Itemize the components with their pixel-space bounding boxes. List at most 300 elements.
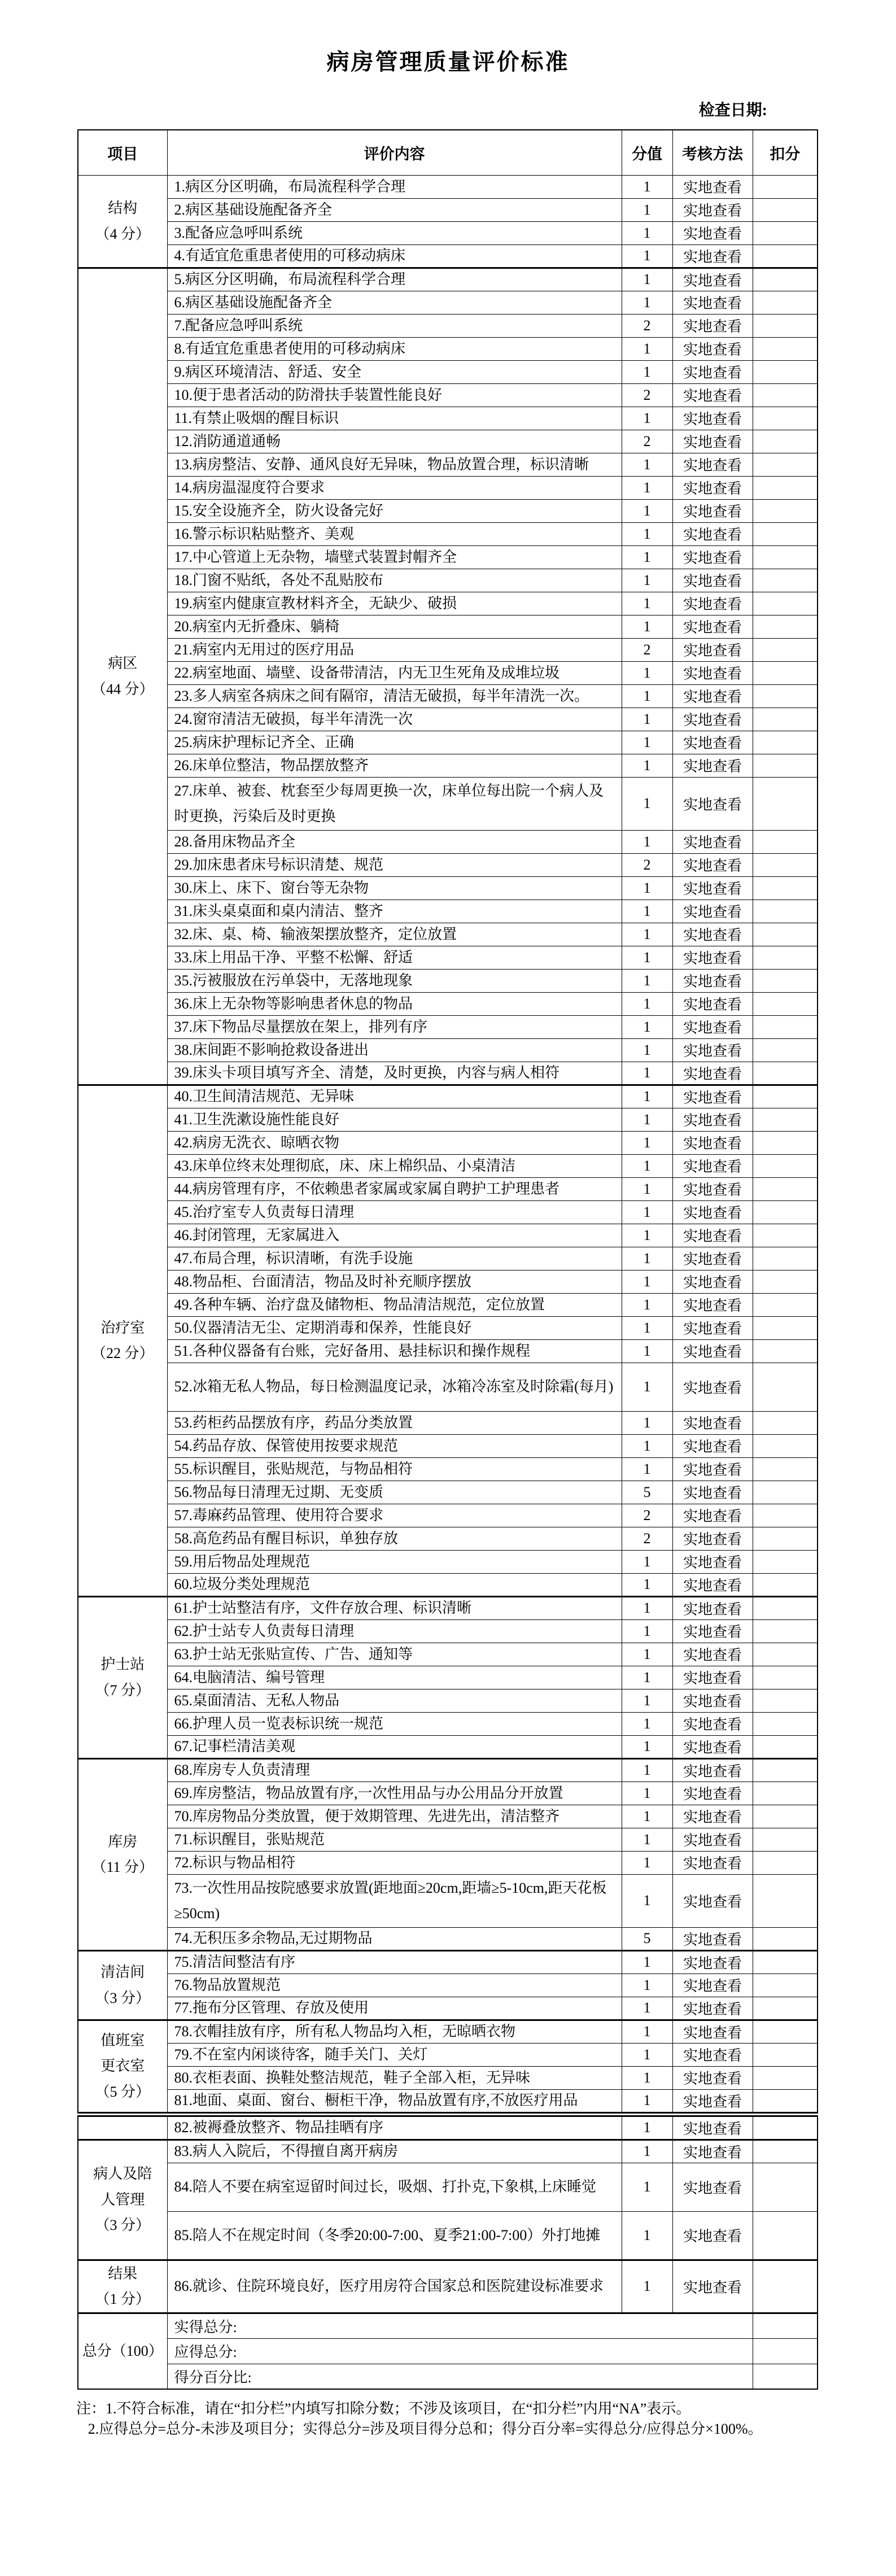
deduction-cell	[753, 923, 818, 946]
deduction-cell	[753, 407, 818, 430]
deduction-cell	[753, 2211, 818, 2260]
item-score: 1	[622, 1619, 672, 1643]
item-score: 1	[622, 684, 672, 708]
item-score: 1	[622, 2089, 672, 2114]
item-row	[78, 1293, 818, 1316]
deduction-cell	[753, 638, 818, 661]
deduction-cell	[753, 1805, 818, 1828]
item-row	[78, 569, 818, 592]
item-score: 1	[622, 268, 672, 291]
item-score: 1	[622, 1689, 672, 1712]
item-row	[78, 1481, 818, 1504]
item-text: 29.加床患者床号标识清楚、规范	[167, 853, 622, 876]
group-label-line: 病人及陪	[93, 2165, 152, 2182]
deduction-cell	[753, 1974, 818, 1997]
deduction-cell	[753, 360, 818, 383]
deduction-cell	[753, 592, 818, 615]
deduction-cell	[753, 1457, 818, 1481]
item-text: 82.被褥叠放整齐、物品挂晒有序	[167, 2114, 622, 2140]
item-method: 实地查看	[672, 1805, 753, 1828]
item-score: 5	[622, 1481, 672, 1504]
item-method: 实地查看	[672, 615, 753, 638]
item-method: 实地查看	[672, 221, 753, 244]
group-label-line: （4 分）	[95, 225, 150, 242]
item-method: 实地查看	[672, 1851, 753, 1874]
item-text: 14.病房温湿度符合要求	[167, 476, 622, 499]
item-text: 55.标识醒目，张贴规范，与物品相符	[167, 1457, 622, 1481]
item-text: 46.封闭管理，无家属进入	[167, 1224, 622, 1247]
item-method: 实地查看	[672, 661, 753, 684]
item-score: 1	[622, 969, 672, 992]
deduction-cell	[753, 1481, 818, 1504]
deduction-cell	[753, 1643, 818, 1666]
summary-field-label: 实得总分:	[167, 2313, 753, 2338]
item-method: 实地查看	[672, 754, 753, 777]
deduction-cell	[753, 946, 818, 969]
item-row	[78, 1131, 818, 1154]
item-row	[78, 1177, 818, 1200]
item-row	[78, 638, 818, 661]
item-method: 实地查看	[672, 314, 753, 337]
item-row	[78, 1154, 818, 1177]
deduction-cell	[753, 198, 818, 221]
item-row	[78, 1735, 818, 1758]
item-method: 实地查看	[672, 1874, 753, 1927]
item-text: 37.床下物品尽量摆放在架上，排列有序	[167, 1015, 622, 1038]
item-row	[78, 592, 818, 615]
item-text: 42.病房无洗衣、晾晒衣物	[167, 1131, 622, 1154]
item-row	[78, 1200, 818, 1224]
item-score: 2	[622, 1527, 672, 1550]
group-label-line: 治疗室	[100, 1319, 145, 1336]
item-row	[78, 1927, 818, 1950]
item-score: 1	[622, 1363, 672, 1411]
item-method: 实地查看	[672, 2089, 753, 2114]
item-text: 12.消防通道通畅	[167, 430, 622, 453]
item-text: 48.物品柜、台面清洁，物品及时补充顺序摆放	[167, 1270, 622, 1293]
item-row	[78, 1527, 818, 1550]
deduction-cell	[753, 221, 818, 244]
item-row	[78, 830, 818, 853]
deduction-cell	[753, 1758, 818, 1782]
deduction-cell	[753, 1950, 818, 1974]
item-row	[78, 777, 818, 830]
deduction-cell	[753, 545, 818, 569]
item-method: 实地查看	[672, 684, 753, 708]
item-row	[78, 1851, 818, 1874]
item-text: 53.药柜药品摆放有序，药品分类放置	[167, 1411, 622, 1434]
summary-row	[78, 2338, 818, 2364]
item-method: 实地查看	[672, 2211, 753, 2260]
deduction-cell	[753, 1316, 818, 1339]
item-row	[78, 360, 818, 383]
item-text: 8.有适宜危重患者使用的可移动病床	[167, 337, 622, 360]
item-text: 4.有适宜危重患者使用的可移动病床	[167, 244, 622, 268]
item-text: 74.无积压多余物品,无过期物品	[167, 1927, 622, 1950]
item-score: 1	[622, 992, 672, 1015]
item-score: 1	[622, 1735, 672, 1758]
item-text: 3.配备应急呼叫系统	[167, 221, 622, 244]
deduction-cell	[753, 1015, 818, 1038]
item-method: 实地查看	[672, 1015, 753, 1038]
item-text: 19.病室内健康宣教材料齐全，无缺少、破损	[167, 592, 622, 615]
item-score: 1	[622, 1643, 672, 1666]
item-method: 实地查看	[672, 1270, 753, 1293]
item-method: 实地查看	[672, 1974, 753, 1997]
item-method: 实地查看	[672, 2140, 753, 2163]
item-method: 实地查看	[672, 1108, 753, 1131]
item-text: 43.床单位终末处理彻底，床、床上棉织品、小桌清洁	[167, 1154, 622, 1177]
deduction-cell	[753, 453, 818, 476]
summary-field-label: 得分百分比:	[167, 2364, 753, 2389]
item-score: 2	[622, 1504, 672, 1527]
item-score: 1	[622, 1758, 672, 1782]
item-row	[78, 1619, 818, 1643]
item-score: 1	[622, 1434, 672, 1457]
item-row	[78, 1758, 818, 1782]
item-text: 60.垃圾分类处理规范	[167, 1573, 622, 1596]
item-row	[78, 2020, 818, 2043]
deduction-cell	[753, 1527, 818, 1550]
item-row	[78, 453, 818, 476]
item-score: 1	[622, 1874, 672, 1927]
group-label-line: 更衣室	[100, 2058, 145, 2075]
page-title: 病房管理质量评价标准	[326, 49, 570, 75]
group-cell	[78, 1085, 167, 1596]
footnote-1: 注：1.不符合标准，请在“扣分栏”内填写扣除分数；不涉及该项目，在“扣分栏”内用“NA”表示。	[76, 2400, 691, 2417]
deduction-cell	[753, 1874, 818, 1927]
group-cell	[78, 1758, 167, 1950]
deduction-cell	[753, 268, 818, 291]
item-score: 1	[622, 198, 672, 221]
deduction-cell	[753, 1735, 818, 1758]
item-method: 实地查看	[672, 853, 753, 876]
item-row	[78, 430, 818, 453]
item-score: 1	[622, 1316, 672, 1339]
deduction-cell	[753, 1596, 818, 1619]
item-text: 70.库房物品分类放置，便于效期管理、先进先出，清洁整齐	[167, 1805, 622, 1828]
deduction-cell	[753, 175, 818, 198]
group-label-line: 护士站	[100, 1656, 145, 1673]
item-text: 25.病床护理标记齐全、正确	[167, 731, 622, 754]
item-method: 实地查看	[672, 476, 753, 499]
item-score: 1	[622, 476, 672, 499]
item-row	[78, 1270, 818, 1293]
item-row	[78, 1363, 818, 1411]
deduction-cell	[753, 1550, 818, 1573]
item-score: 1	[622, 754, 672, 777]
item-score: 1	[622, 830, 672, 853]
group-label-line: 库房	[108, 1833, 138, 1850]
deduction-cell	[753, 1038, 818, 1062]
item-method: 实地查看	[672, 1434, 753, 1457]
item-method: 实地查看	[672, 1038, 753, 1062]
deduction-cell	[753, 853, 818, 876]
deduction-cell	[753, 2089, 818, 2114]
item-row	[78, 2066, 818, 2089]
item-row	[78, 291, 818, 314]
item-text: 68.库房专人负责清理	[167, 1758, 622, 1782]
deduction-cell	[753, 708, 818, 731]
item-row	[78, 1666, 818, 1689]
deduction-cell	[753, 2066, 818, 2089]
item-score: 1	[622, 2163, 672, 2211]
item-method: 实地查看	[672, 1062, 753, 1085]
item-text: 24.窗帘清洁无破损，每半年清洗一次	[167, 708, 622, 731]
deduction-cell	[753, 1782, 818, 1805]
deduction-cell	[753, 1062, 818, 1085]
item-score: 1	[622, 1457, 672, 1481]
item-score: 1	[622, 221, 672, 244]
item-row	[78, 1316, 818, 1339]
item-row	[78, 1038, 818, 1062]
item-row	[78, 1997, 818, 2020]
deduction-cell	[753, 1339, 818, 1363]
group-cell	[78, 268, 167, 1085]
item-method: 实地查看	[672, 1997, 753, 2020]
item-row	[78, 1434, 818, 1457]
deduction-cell	[753, 1270, 818, 1293]
item-text: 33.床上用品干净、平整不松懈、舒适	[167, 946, 622, 969]
item-score: 1	[622, 1270, 672, 1293]
item-text: 61.护士站整洁有序，文件存放合理、标识清晰	[167, 1596, 622, 1619]
item-text: 30.床上、床下、窗台等无杂物	[167, 876, 622, 900]
header-content: 评价内容	[167, 130, 622, 175]
item-row	[78, 1504, 818, 1527]
item-text: 13.病房整洁、安静、通风良好无异味，物品放置合理，标识清晰	[167, 453, 622, 476]
item-method: 实地查看	[672, 522, 753, 545]
group-cell	[78, 2260, 167, 2313]
item-row	[78, 923, 818, 946]
item-row	[78, 1828, 818, 1851]
item-score: 5	[622, 1927, 672, 1950]
item-row	[78, 1974, 818, 1997]
deduction-cell	[753, 383, 818, 407]
item-method: 实地查看	[672, 638, 753, 661]
item-text: 78.衣帽挂放有序，所有私人物品均入柜，无晾晒衣物	[167, 2020, 622, 2043]
item-text: 1.病区分区明确，布局流程科学合理	[167, 175, 622, 198]
item-row	[78, 1247, 818, 1270]
deduction-cell	[753, 1712, 818, 1735]
summary-row	[78, 2313, 818, 2338]
item-text: 64.电脑清洁、编号管理	[167, 1666, 622, 1689]
deduction-cell	[753, 2163, 818, 2211]
item-text: 17.中心管道上无杂物，墙壁式装置封帽齐全	[167, 545, 622, 569]
item-text: 45.治疗室专人负责每日清理	[167, 1200, 622, 1224]
item-score: 1	[622, 545, 672, 569]
item-text: 76.物品放置规范	[167, 1974, 622, 1997]
item-text: 80.衣柜表面、换鞋处整洁规范，鞋子全部入柜，无异味	[167, 2066, 622, 2089]
header-method: 考核方法	[672, 130, 753, 175]
item-score: 1	[622, 1108, 672, 1131]
item-method: 实地查看	[672, 1247, 753, 1270]
deduction-cell	[753, 1224, 818, 1247]
item-score: 1	[622, 2211, 672, 2260]
item-text: 5.病区分区明确，布局流程科学合理	[167, 268, 622, 291]
item-method: 实地查看	[672, 545, 753, 569]
item-method: 实地查看	[672, 291, 753, 314]
item-method: 实地查看	[672, 1224, 753, 1247]
item-method: 实地查看	[672, 1782, 753, 1805]
item-row	[78, 476, 818, 499]
item-row	[78, 2211, 818, 2260]
item-text: 40.卫生间清洁规范、无异味	[167, 1085, 622, 1108]
deduction-cell	[753, 1828, 818, 1851]
item-row	[78, 1643, 818, 1666]
item-row	[78, 1062, 818, 1085]
item-text: 84.陪人不要在病室逗留时间过长，吸烟、打扑克,下象棋,上床睡觉	[167, 2163, 622, 2211]
item-method: 实地查看	[672, 407, 753, 430]
item-method: 实地查看	[672, 1131, 753, 1154]
item-score: 1	[622, 1666, 672, 1689]
group-label-line: （22 分）	[91, 1345, 154, 1361]
deduction-cell	[753, 1177, 818, 1200]
item-score: 1	[622, 661, 672, 684]
item-score: 1	[622, 1712, 672, 1735]
item-method: 实地查看	[672, 198, 753, 221]
item-row	[78, 221, 818, 244]
item-row	[78, 2089, 818, 2114]
deduction-cell	[753, 430, 818, 453]
item-method: 实地查看	[672, 1411, 753, 1434]
table-body	[78, 175, 818, 2389]
item-text: 72.标识与物品相符	[167, 1851, 622, 1874]
item-score: 1	[622, 1573, 672, 1596]
item-text: 59.用后物品处理规范	[167, 1550, 622, 1573]
item-row	[78, 708, 818, 731]
item-method: 实地查看	[672, 731, 753, 754]
group-label-line: （3 分）	[95, 2217, 150, 2234]
item-method: 实地查看	[672, 499, 753, 522]
item-method: 实地查看	[672, 992, 753, 1015]
item-score: 1	[622, 1411, 672, 1434]
group-label-line: （11 分）	[91, 1859, 154, 1875]
deduction-cell	[753, 2140, 818, 2163]
item-row	[78, 383, 818, 407]
deduction-cell	[753, 830, 818, 853]
item-text: 79.不在室内闲谈待客，随手关门、关灯	[167, 2043, 622, 2066]
item-text: 81.地面、桌面、窗台、橱柜干净，物品放置有序,不放医疗用品	[167, 2089, 622, 2114]
item-method: 实地查看	[672, 244, 753, 268]
item-text: 86.就诊、住院环境良好，医疗用房符合国家总和医院建设标准要求	[167, 2260, 622, 2313]
item-text: 38.床间距不影响抢救设备进出	[167, 1038, 622, 1062]
item-text: 62.护士站专人负责每日清理	[167, 1619, 622, 1643]
item-score: 1	[622, 1596, 672, 1619]
deduction-cell	[753, 1108, 818, 1131]
item-method: 实地查看	[672, 1293, 753, 1316]
item-text: 67.记事栏清洁美观	[167, 1735, 622, 1758]
item-row	[78, 853, 818, 876]
item-method: 实地查看	[672, 1316, 753, 1339]
item-score: 1	[622, 1339, 672, 1363]
item-method: 实地查看	[672, 969, 753, 992]
group-label-line: （3 分）	[95, 1989, 150, 2006]
item-text: 54.药品存放、保管使用按要求规范	[167, 1434, 622, 1457]
item-score: 2	[622, 314, 672, 337]
item-method: 实地查看	[672, 900, 753, 923]
item-score: 1	[622, 453, 672, 476]
item-score: 1	[622, 1224, 672, 1247]
item-row	[78, 1712, 818, 1735]
deduction-cell	[753, 876, 818, 900]
item-row	[78, 337, 818, 360]
item-score: 1	[622, 1200, 672, 1224]
deduction-cell	[753, 499, 818, 522]
item-row	[78, 661, 818, 684]
item-row	[78, 876, 818, 900]
deduction-cell	[753, 754, 818, 777]
group-label-line: 病区	[108, 655, 138, 671]
item-text: 58.高危药品有醒目标识，单独存放	[167, 1527, 622, 1550]
item-row	[78, 244, 818, 268]
item-text: 49.各种车辆、治疗盘及储物柜、物品清洁规范，定位放置	[167, 1293, 622, 1316]
group-label-line: （5 分）	[95, 2083, 150, 2100]
deduction-cell	[753, 569, 818, 592]
group-label-line: 值班室	[100, 2032, 145, 2049]
item-row	[78, 946, 818, 969]
item-row	[78, 1108, 818, 1131]
item-text: 23.多人病室各病床之间有隔帘，清洁无破损，每半年清洗一次。	[167, 684, 622, 708]
group-cell	[78, 2140, 167, 2260]
item-method: 实地查看	[672, 1666, 753, 1689]
item-score: 1	[622, 1062, 672, 1085]
item-text: 28.备用床物品齐全	[167, 830, 622, 853]
item-row	[78, 175, 818, 198]
item-score: 1	[622, 1247, 672, 1270]
item-method: 实地查看	[672, 1950, 753, 1974]
item-score: 1	[622, 337, 672, 360]
item-row	[78, 522, 818, 545]
item-method: 实地查看	[672, 1927, 753, 1950]
item-row	[78, 1950, 818, 1974]
item-text: 85.陪人不在规定时间（冬季20:00-7:00、夏季21:00-7:00）外打地摊	[167, 2211, 622, 2260]
item-score: 1	[622, 2020, 672, 2043]
item-row	[78, 1085, 818, 1108]
deduction-cell	[753, 992, 818, 1015]
deduction-cell	[753, 314, 818, 337]
group-cell	[78, 2114, 167, 2140]
deduction-cell	[753, 1997, 818, 2020]
item-method: 实地查看	[672, 360, 753, 383]
item-text: 44.病房管理有序，不依赖患者家属或家属自聘护工护理患者	[167, 1177, 622, 1200]
item-text: 9.病区环境清洁、舒适、安全	[167, 360, 622, 383]
group-label-line: 结构	[108, 200, 138, 216]
item-text: 31.床头桌桌面和桌内清洁、整齐	[167, 900, 622, 923]
item-text: 50.仪器清洁无尘、定期消毒和保养，性能良好	[167, 1316, 622, 1339]
item-row	[78, 969, 818, 992]
item-score: 1	[622, 1015, 672, 1038]
item-row	[78, 198, 818, 221]
item-score: 1	[622, 1085, 672, 1108]
deduction-cell	[753, 2114, 818, 2140]
item-score: 1	[622, 1131, 672, 1154]
item-text: 71.标识醒目，张贴规范	[167, 1828, 622, 1851]
deduction-cell	[753, 244, 818, 268]
item-score: 1	[622, 1154, 672, 1177]
item-score: 1	[622, 2260, 672, 2313]
item-score: 1	[622, 2043, 672, 2066]
item-row	[78, 754, 818, 777]
group-cell	[78, 1596, 167, 1758]
footnote-2: 2.应得总分=总分-未涉及项目分；实得总分=涉及项目得分总和；得分百分率=实得总分/应得总分×100%。	[88, 2420, 763, 2437]
item-method: 实地查看	[672, 1735, 753, 1758]
deduction-cell	[753, 522, 818, 545]
inspect-date-label: 检查日期:	[698, 102, 767, 119]
item-text: 65.桌面清洁、无私人物品	[167, 1689, 622, 1712]
item-method: 实地查看	[672, 2020, 753, 2043]
item-score: 1	[622, 1851, 672, 1874]
item-method: 实地查看	[672, 1363, 753, 1411]
